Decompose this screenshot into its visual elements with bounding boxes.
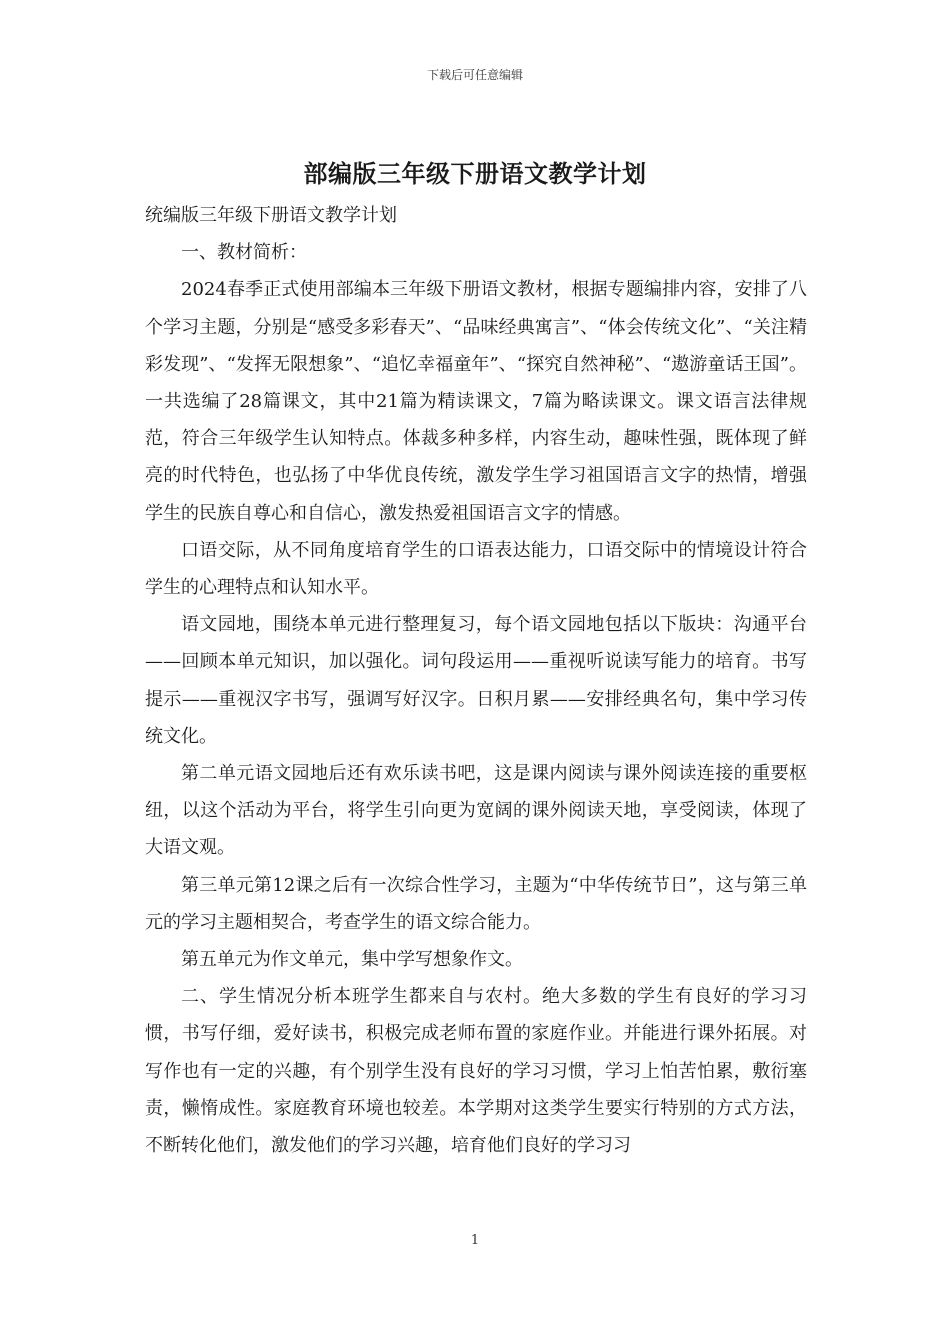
paragraph-language-garden: 语文园地，围绕本单元进行整理复习，每个语文园地包括以下版块：沟通平台——回顾本单元知识，加以强化。词句段运用——重视听说读写能力的培育。书写提示——重视汉字书写，强调写好汉字。日积月累——安排经典名句，集中学习传统文化。 <box>145 614 807 747</box>
paragraph-composition-unit: 第五单元为作文单元，集中学写想象作文。 <box>181 949 523 971</box>
page-number: 1 <box>470 1233 480 1248</box>
paragraph-comprehensive-learning: 第三单元第12课之后有一次综合性学习，主题为“中华传统节日”，这与第三单元的学习主题相契合，考查学生的语文综合能力。 <box>145 874 807 933</box>
document-title: 部编版三年级下册语文教学计划 <box>303 159 647 188</box>
document-subtitle: 统编版三年级下册语文教学计划 <box>145 205 397 226</box>
paragraph-happy-reading: 第二单元语文园地后还有欢乐读书吧，这是课内阅读与课外阅读连接的重要枢纽，以这个活动为平台，将学生引向更为宽阔的课外阅读天地，享受阅读，体现了大语文观。 <box>145 763 807 859</box>
document-body <box>145 197 807 1164</box>
page-header-note: 下载后可任意编辑 <box>426 68 523 82</box>
paragraph-oral-communication: 口语交际，从不同角度培育学生的口语表达能力，口语交际中的情境设计符合学生的心理特点和认知水平。 <box>145 539 807 599</box>
paragraph-student-analysis: 二、学生情况分析本班学生都来自与农村。绝大多数的学生有良好的学习习惯，书写仔细，爱好读书，积极完成老师布置的家庭作业。并能进行课外拓展。对写作也有一定的兴趣，有个别学生没有良好的学习习惯，学习上怕苦怕累，敷衍塞责，懒惰成性。家庭教育环境也较差。本学期对这类学生要实行特别的方式方法，不断转化他们，激发他们的学习兴趣，培育他们良好的学习习 <box>145 986 807 1157</box>
section-heading-textbook-analysis: 一、教材简析： <box>181 242 307 264</box>
paragraph-textbook-overview: 2024春季正式使用部编本三年级下册语文教材，根据专题编排内容，安排了八个学习主题，分别是“感受多彩春天”、“品味经典寓言”、“体会传统文化”、“关注精彩发现”、“发挥无限想象”、“追忆幸福童年”、“探究自然神秘”、“遨游童话王国”。一共选编了28篇课文，其中21篇为精读课文，7篇为略读课文。课文语言法律规范，符合三年级学生认知特点。体裁多种多样，内容生动，趣味性强，既体现了鲜亮的时代特色，也弘扬了中华优良传统，激发学生学习祖国语言文字的热情，增强学生的民族自尊心和自信心，激发热爱祖国语言文字的情感。 <box>145 279 807 524</box>
